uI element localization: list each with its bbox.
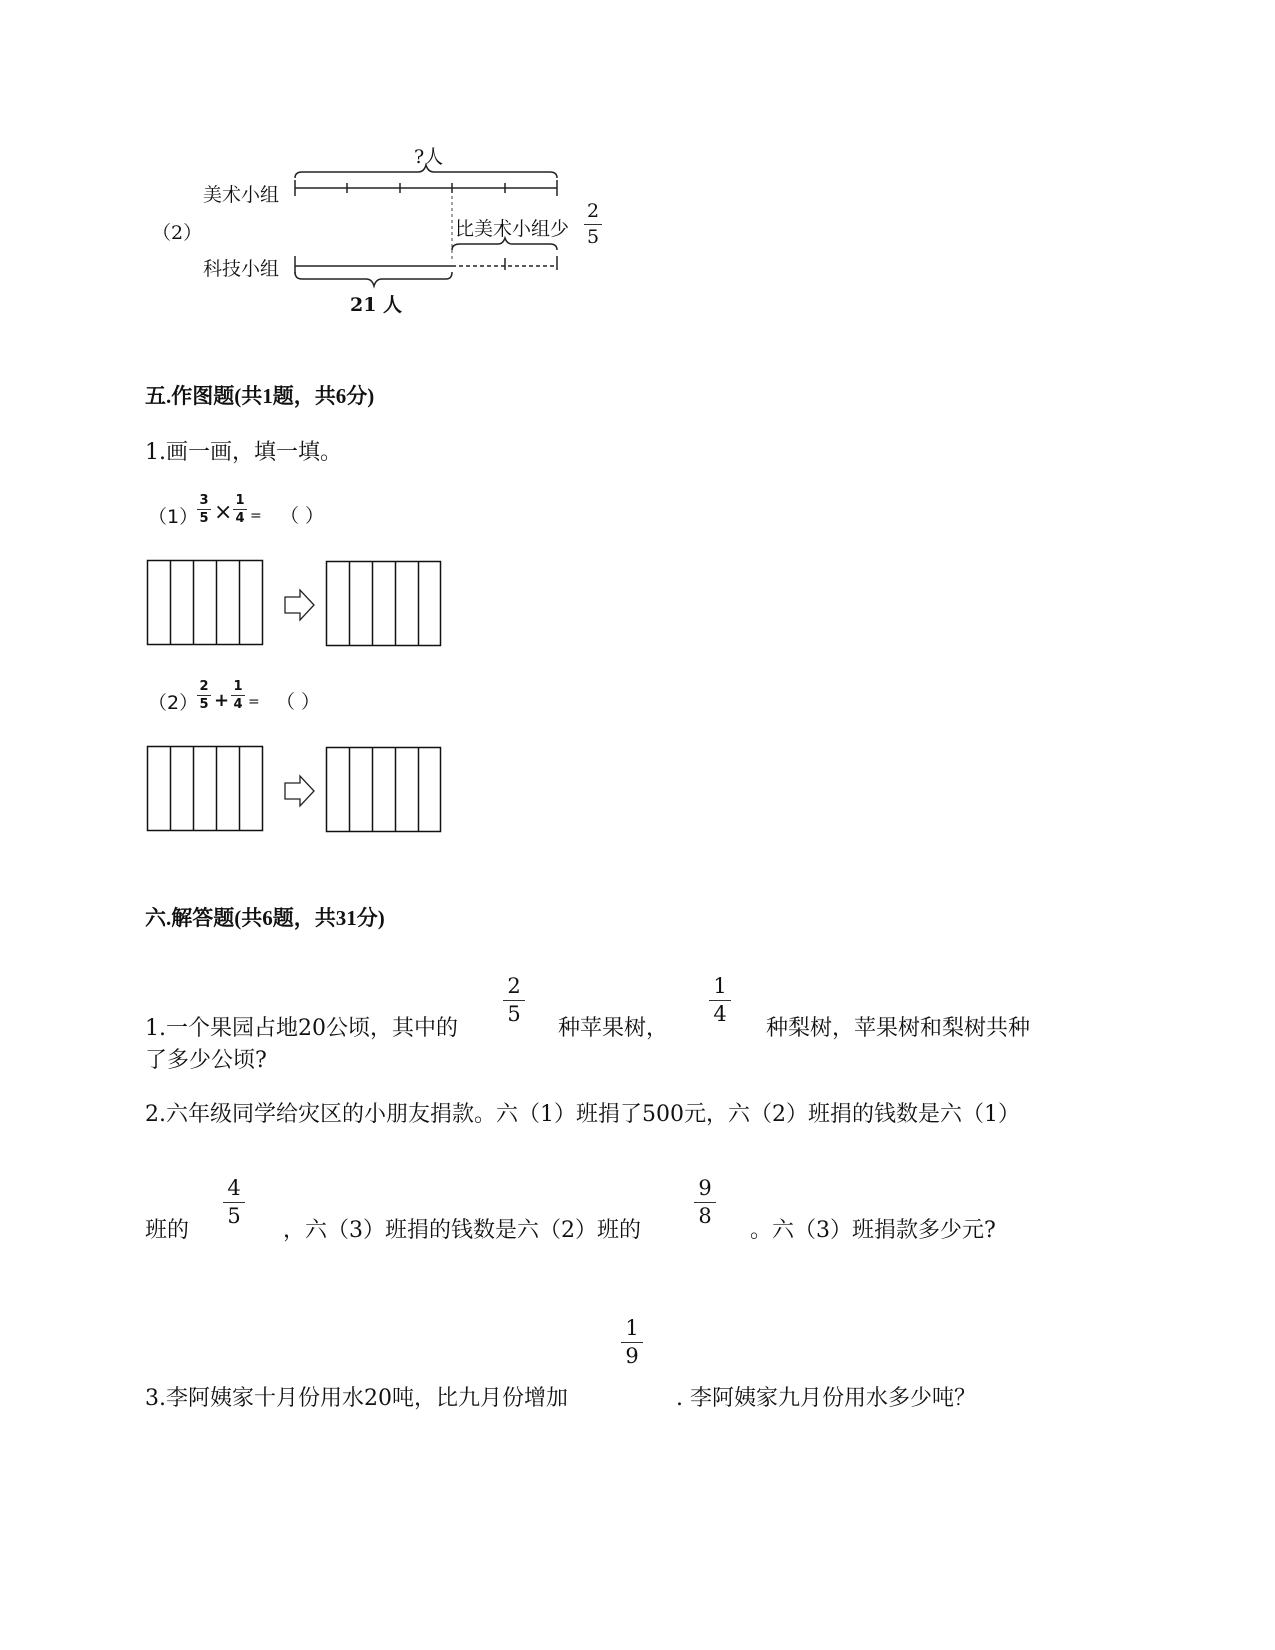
part2-equals: =	[248, 694, 260, 710]
part1-equals: =	[250, 508, 262, 524]
section5-q1-text: 1.画一画，填一填。	[145, 440, 342, 465]
q1-fraction-2: 1 4	[703, 976, 737, 1025]
part1-fraction-b: 1 4	[230, 494, 250, 525]
q3-fraction-1: 1 9	[615, 1318, 649, 1367]
diagram-lines	[0, 0, 640, 320]
part2-label: （2）	[148, 692, 199, 714]
diagram-top-question: ?人	[414, 146, 444, 168]
diagram-compare-fraction: 2 5	[578, 202, 608, 247]
diagram-row1-label: 美术小组	[203, 184, 280, 206]
q1-fraction-1: 2 5	[497, 976, 531, 1025]
q1-text-c: 种梨树，苹果树和梨树共种	[766, 1016, 1031, 1041]
diagram-compare-text: 比美术小组少	[455, 218, 570, 240]
part1-target-rectangle	[327, 562, 441, 646]
part1-label: （1）	[148, 506, 199, 528]
part2-fraction-b: 1 4	[228, 680, 248, 711]
diagram-item-label: （2）	[152, 222, 203, 244]
part2-target-rectangle	[327, 748, 441, 832]
section6-heading: 六.解答题(共6题，共31分)	[145, 906, 385, 930]
part1-answer-blank: （ ）	[280, 505, 325, 527]
q2-text-a: 2.六年级同学给灾区的小朋友捐款。六（1）班捐了500元，六（2）班捐的钱数是六（1）	[145, 1102, 1020, 1127]
part2-operator: +	[214, 690, 230, 711]
part2-source-rectangle	[148, 747, 263, 831]
q2-fraction-2: 9 8	[688, 1178, 722, 1227]
part2-arrow-icon	[285, 776, 314, 806]
diagram-row2-label: 科技小组	[203, 258, 280, 280]
part2-answer-blank: （ ）	[276, 691, 321, 713]
part1-arrow-icon	[285, 590, 314, 620]
q2-text-b: 班的	[145, 1218, 190, 1243]
q2-fraction-1: 4 5	[217, 1178, 251, 1227]
part2-drawing-area	[140, 741, 450, 841]
part1-fraction-a: 3 5	[194, 494, 214, 525]
q1-text-a: 1.一个果园占地20公顷，其中的	[145, 1016, 458, 1041]
q1-text-d: 了多少公顷?	[145, 1048, 267, 1073]
part1-operator: ×	[214, 500, 233, 525]
part2-fraction-a: 2 5	[194, 680, 214, 711]
part1-drawing-area	[140, 555, 450, 655]
part1-source-rectangle	[148, 561, 263, 645]
q2-text-d: 。六（3）班捐款多少元?	[750, 1218, 996, 1243]
section5-heading: 五.作图题(共1题，共6分)	[145, 384, 375, 408]
diagram-bottom-value: 21 人	[350, 294, 403, 316]
q3-text-b: . 李阿姨家九月份用水多少吨？	[676, 1386, 976, 1411]
q2-text-c: ，六（3）班捐的钱数是六（2）班的	[283, 1218, 641, 1243]
q1-text-b: 种苹果树，	[558, 1016, 669, 1041]
q3-text-a: 3.李阿姨家十月份用水20吨，比九月份增加	[145, 1386, 568, 1411]
